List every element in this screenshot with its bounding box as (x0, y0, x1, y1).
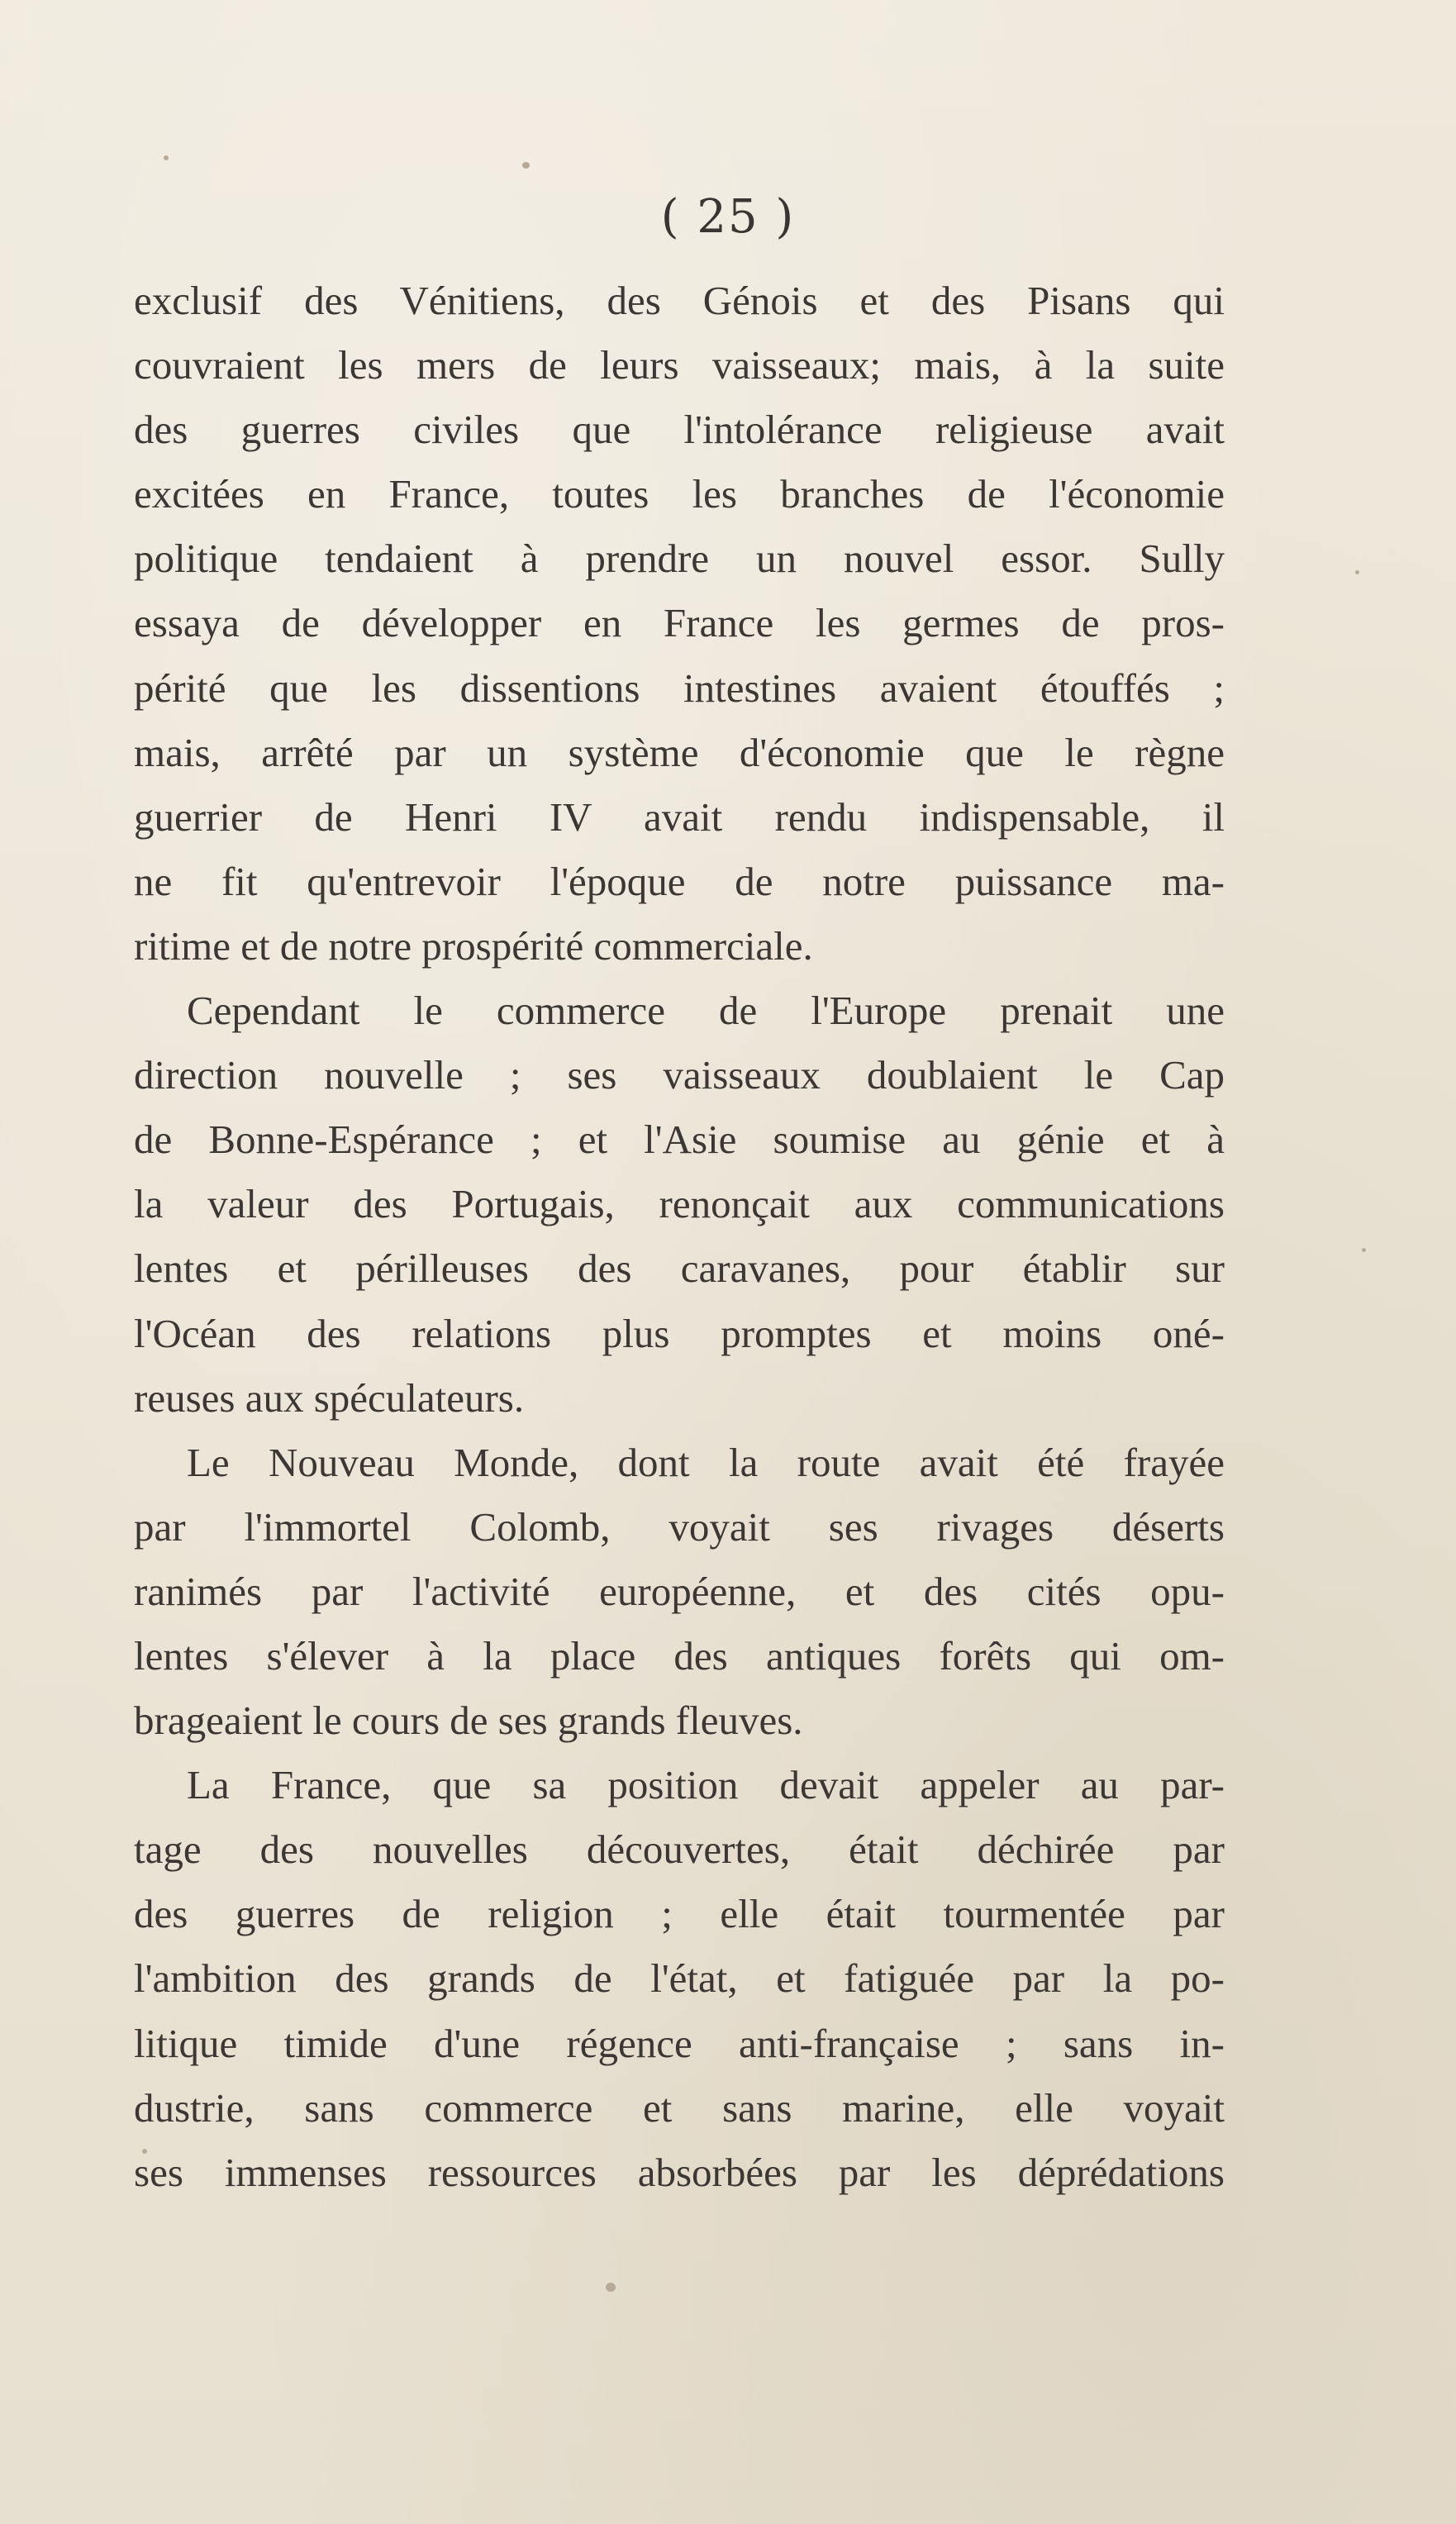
body-text (134, 269, 1225, 2205)
text-line: ritime et de notre prospérité commerciale. (134, 922, 813, 969)
text-line: ses immenses ressources absorbées par les déprédations (134, 2149, 1225, 2195)
text-line: des guerres de religion ; elle était tourmentée par (134, 1891, 1225, 1937)
text-line: dustrie, sans commerce et sans marine, elle voyait (134, 2084, 1225, 2131)
paper-speck (1355, 570, 1359, 574)
text-line: Le Nouveau Monde, dont la route avait été frayée (187, 1439, 1225, 1485)
text-line: reuses aux spéculateurs. (134, 1374, 525, 1421)
paragraph (134, 979, 1225, 1431)
text-line: brageaient le cours de ses grands fleuves. (134, 1698, 803, 1744)
text-line: la valeur des Portugais, renonçait aux communications (134, 1181, 1225, 1227)
text-line: lentes s'élever à la place des antiques forêts qui om- (134, 1632, 1225, 1679)
paper-speck (606, 2283, 616, 2292)
text-line: guerrier de Henri IV avait rendu indispensable, il (134, 793, 1225, 840)
text-line: ranimés par l'activité européenne, et des cités opu- (134, 1568, 1225, 1614)
text-line: mais, arrêté par un système d'économie que le règne (134, 729, 1225, 775)
text-line: par l'immortel Colomb, voyait ses rivages déserts (134, 1503, 1225, 1550)
text-line: essaya de développer en France les germes de pros- (134, 600, 1225, 646)
paragraph (134, 1431, 1225, 1753)
text-line: litique timide d'une régence anti-française ; sans in- (134, 2020, 1225, 2066)
text-line: excitées en France, toutes les branches de l'économie (134, 471, 1225, 517)
text-line: La France, que sa position devait appeler au par- (187, 1762, 1225, 1808)
text-line: l'Océan des relations plus promptes et moins oné- (134, 1310, 1225, 1356)
text-line: ne fit qu'entrevoir l'époque de notre puissance ma- (134, 858, 1225, 904)
text-line: politique tendaient à prendre un nouvel essor. Sully (134, 536, 1225, 582)
text-line: tage des nouvelles découvertes, était déchirée par (134, 1826, 1225, 1873)
text-line: direction nouvelle ; ses vaisseaux doublaient le Cap (134, 1052, 1225, 1098)
text-line: de Bonne-Espérance ; et l'Asie soumise au génie et à (134, 1117, 1225, 1163)
page-number: ( 25 ) (660, 190, 796, 244)
text-line: couvraient les mers de leurs vaisseaux; mais, à la suite (134, 342, 1225, 388)
text-line: exclusif des Vénitiens, des Génois et des Pisans qui (134, 278, 1225, 323)
text-line: périté que les dissentions intestines avaient étouffés ; (134, 664, 1225, 711)
paragraph (134, 1753, 1225, 2205)
paragraph (134, 269, 1225, 979)
text-line: des guerres civiles que l'intolérance religieuse avait (134, 407, 1225, 453)
paper-speck (1362, 1248, 1366, 1252)
text-line: l'ambition des grands de l'état, et fatiguée par la po- (134, 1955, 1225, 2002)
text-line: lentes et périlleuses des caravanes, pour établir sur (134, 1245, 1225, 1292)
paper-speck (164, 155, 169, 160)
paper-speck (522, 162, 530, 169)
text-line: Cependant le commerce de l'Europe prenait une (187, 988, 1225, 1034)
